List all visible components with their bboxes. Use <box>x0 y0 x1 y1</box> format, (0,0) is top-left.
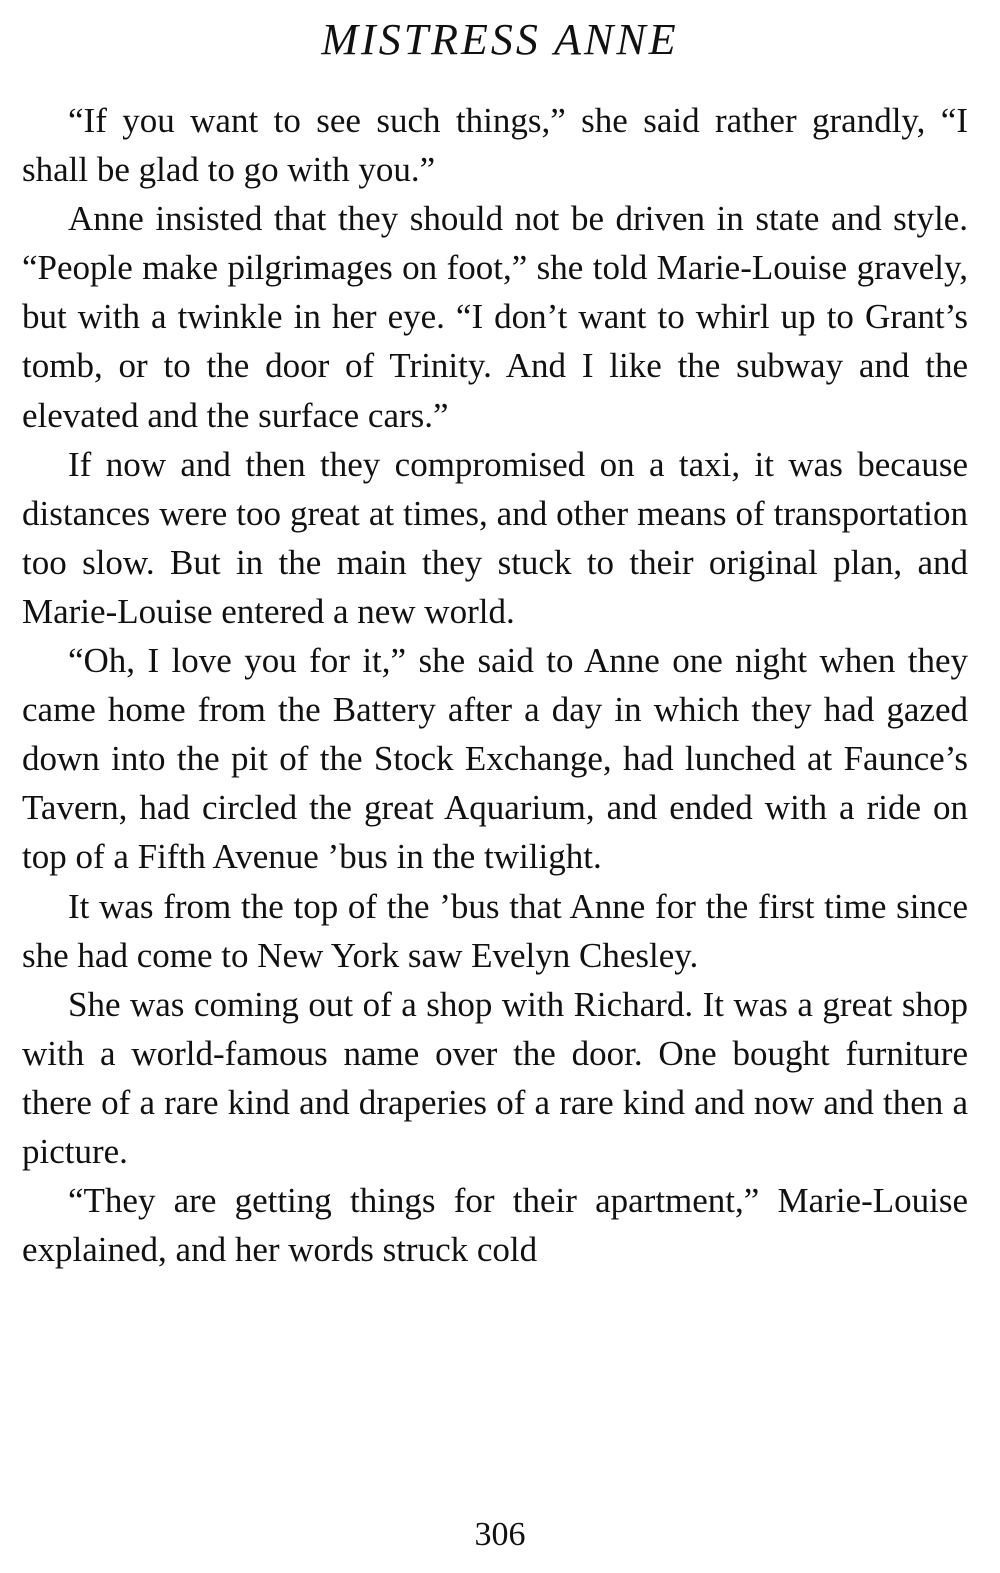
paragraph: “Oh, I love you for it,” she said to Anne one night when they came home from the Battery after a day in which they had gazed down into the pit of the Stock Exchange, had lunched at Faunce’s Tavern, had circled the great Aquarium, and ended with a ride on top of a Fifth Avenue ’bus in the twilight. <box>22 641 968 877</box>
paragraph: “If you want to see such things,” she said rather grandly, “I shall be glad to go with you.” <box>22 101 968 190</box>
paragraph: It was from the top of the ’bus that Anne for the first time since she had come to New York saw Evelyn Chesley. <box>22 886 968 975</box>
paragraph: She was coming out of a shop with Richard. It was a great shop with a world-famous name over the door. One bought furniture there of a rare kind and draperies of a rare kind and now and then a picture. <box>22 984 968 1171</box>
paragraph: Anne insisted that they should not be driven in state and style. “People make pilgrimages on foot,” she told Marie-Louise gravely, but with a twinkle in her eye. “I don’t want to whirl up to Grant’s tomb, or to the door of Trinity. And I like the subway and the elevated and the surface cars.” <box>22 199 968 435</box>
page-number: 306 <box>474 1516 526 1553</box>
running-head: MISTRESS ANNE <box>321 15 679 64</box>
body-text <box>22 96 968 1274</box>
paragraph: If now and then they compromised on a taxi, it was because distances were too great at times, and other means of transportation too slow. But in the main they stuck to their original plan, and Marie-Louise entered a new world. <box>22 444 968 631</box>
paragraph: “They are getting things for their apartment,” Marie-Louise explained, and her words struck cold <box>22 1181 968 1270</box>
